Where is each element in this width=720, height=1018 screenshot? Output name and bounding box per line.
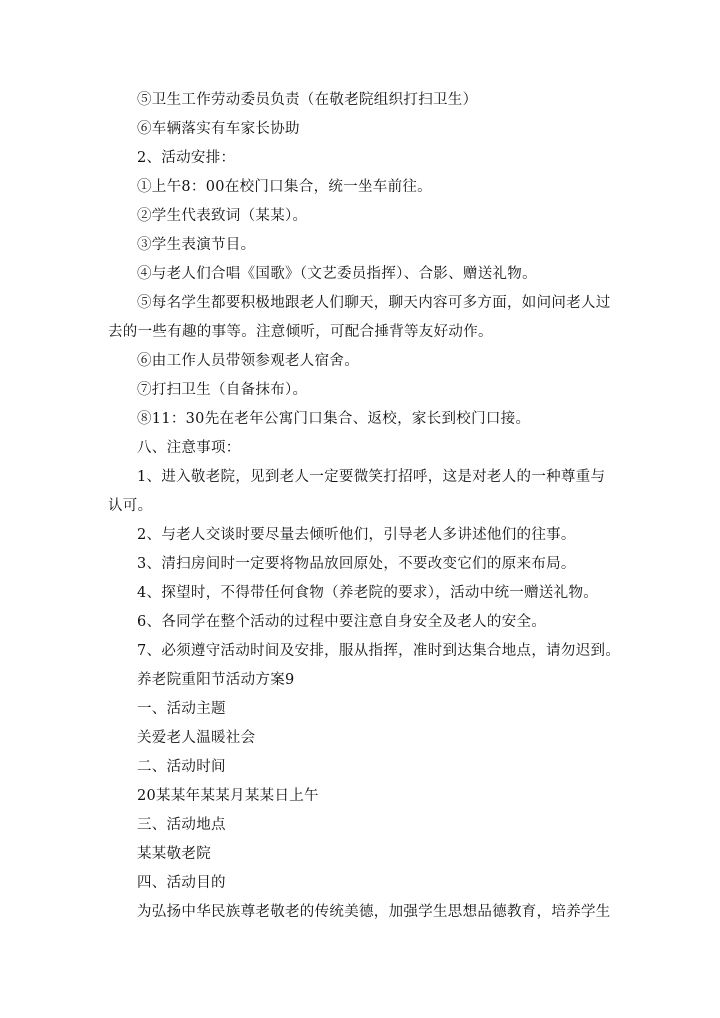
paragraph-arrangement-3: ③学生表演节目。 bbox=[137, 237, 256, 253]
heading-activity-purpose: 四、活动目的 bbox=[137, 875, 226, 891]
heading-activity-location: 三、活动地点 bbox=[137, 817, 226, 833]
paragraph-activity-purpose: 为弘扬中华民族尊老敬老的传统美德，加强学生思想品德教育，培养学生 bbox=[137, 904, 611, 920]
paragraph-activity-location: 某某敬老院 bbox=[137, 846, 211, 862]
paragraph-note-6: 6、各同学在整个活动的过程中要注意自身安全及老人的安全。 bbox=[137, 614, 547, 630]
heading-activity-time: 二、活动时间 bbox=[137, 759, 226, 775]
heading-notes: 八、注意事项： bbox=[137, 440, 241, 456]
paragraph-arrangement-5: ⑤每名学生都要积极地跟老人们聊天，聊天内容可多方面，如问问老人过去的一些有趣的事等。注意倾听，可配合捶背等友好动作。 bbox=[108, 295, 611, 340]
paragraph-arrangement-4: ④与老人们合唱《国歌》（文艺委员指挥）、合影、赠送礼物。 bbox=[137, 266, 537, 282]
paragraph-arrangement-2: ②学生代表致词（某某）。 bbox=[137, 208, 308, 224]
paragraph-activity-time: 20某某年某某月某某日上午 bbox=[137, 788, 319, 804]
heading-activity-arrangement: 2、活动安排： bbox=[137, 150, 236, 166]
paragraph-vehicle-duty: ⑥车辆落实有车家长协助 bbox=[137, 121, 300, 137]
paragraph-activity-theme: 关爱老人温暖社会 bbox=[137, 730, 256, 746]
paragraph-note-2: 2、与老人交谈时要尽量去倾听他们，引导老人多讲述他们的往事。 bbox=[137, 527, 576, 543]
heading-activity-theme: 一、活动主题 bbox=[137, 701, 226, 717]
paragraph-arrangement-7: ⑦打扫卫生（自备抹布）。 bbox=[137, 382, 308, 398]
document-body bbox=[108, 86, 621, 927]
paragraph-note-4: 4、探望时，不得带任何食物（养老院的要求），活动中统一赠送礼物。 bbox=[137, 585, 599, 601]
heading-plan-9: 养老院重阳节活动方案9 bbox=[137, 672, 295, 688]
paragraph-hygiene-duty: ⑤卫生工作劳动委员负责（在敬老院组织打扫卫生） bbox=[137, 92, 478, 108]
paragraph-arrangement-1: ①上午8：00在校门口集合，统一坐车前往。 bbox=[137, 179, 432, 195]
paragraph-arrangement-8: ⑧11：30先在老年公寓门口集合、返校，家长到校门口接。 bbox=[137, 411, 531, 427]
paragraph-arrangement-6: ⑥由工作人员带领参观老人宿舍。 bbox=[137, 353, 359, 369]
paragraph-note-7: 7、必须遵守活动时间及安排，服从指挥，准时到达集合地点，请勿迟到。 bbox=[137, 643, 621, 659]
paragraph-note-3: 3、清扫房间时一定要将物品放回原处，不要改变它们的原来布局。 bbox=[137, 556, 576, 572]
paragraph-note-1: 1、进入敬老院，见到老人一定要微笑打招呼，这是对老人的一种尊重与认可。 bbox=[108, 469, 606, 514]
